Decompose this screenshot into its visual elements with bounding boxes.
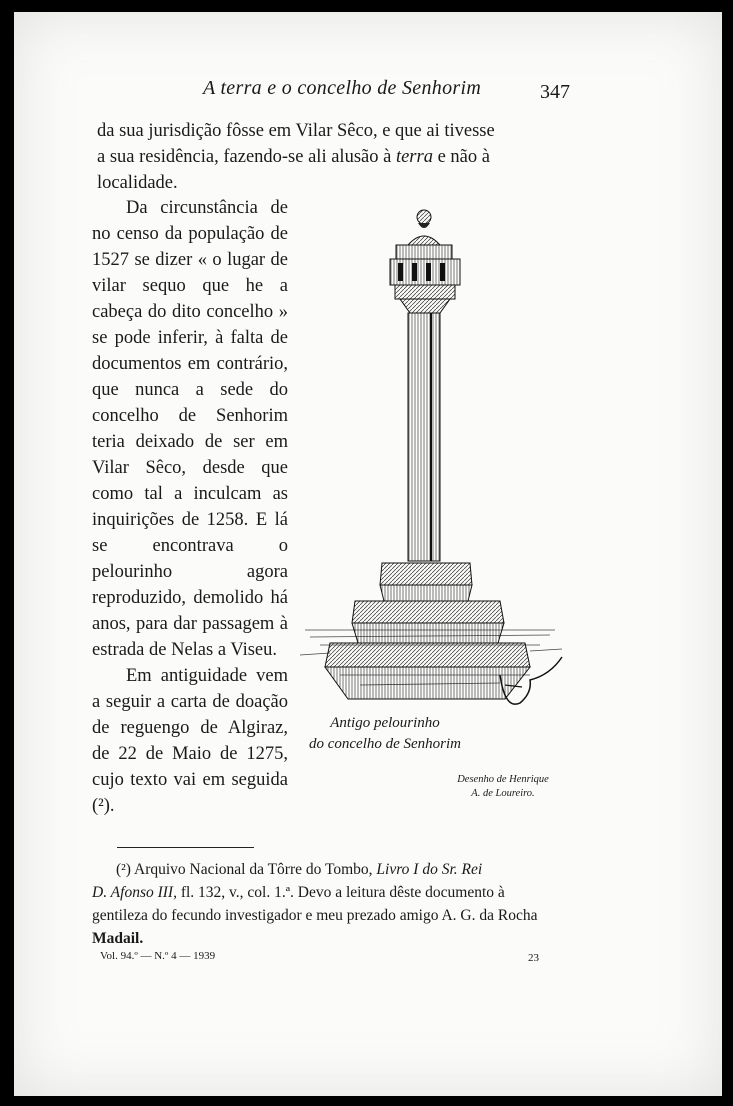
signature-mark: 23 bbox=[528, 952, 539, 964]
paragraph-charter: Em antiguidade vem a seguir a carta de doação de reguengo de Algiraz, de 22 de Maio de 1275, cujo texto vai em seguida (²). bbox=[92, 666, 288, 816]
figure-caption bbox=[300, 713, 470, 755]
opening-line-3: localidade. bbox=[97, 173, 178, 193]
page-number: 347 bbox=[540, 81, 570, 103]
pillory-illustration bbox=[300, 205, 570, 725]
opening-line-1: da sua jurisdição fôsse em Vilar Sêco, e que ai tivesse bbox=[97, 121, 495, 141]
running-title: A terra e o concelho de Senhorim bbox=[203, 77, 482, 99]
footnote-line-3: gentileza do fecundo investigador e meu prezado amigo A. G. da Rocha bbox=[92, 907, 538, 924]
footnote-line-2: D. Afonso III, fl. 132, v., col. 1.ª. Devo a leitura dêste documento à bbox=[92, 884, 505, 901]
column-text bbox=[92, 195, 288, 819]
caption-line-1: Antigo pelourinho bbox=[330, 715, 440, 731]
page-header bbox=[0, 75, 733, 105]
footnote-rule bbox=[117, 847, 254, 848]
illustration-signature: HLoureiro bbox=[300, 205, 305, 206]
footnote-line-1: (²) Arquivo Nacional da Tôrre do Tombo, Livro I do Sr. Rei bbox=[116, 861, 483, 878]
opening-line-2: a sua residência, fazendo-se ali alusão à terra e não à bbox=[97, 147, 490, 167]
opening-paragraph bbox=[97, 118, 570, 196]
footnote bbox=[92, 858, 562, 950]
credit-line-2: A. de Loureiro. bbox=[471, 788, 535, 799]
paragraph-census: Da circunstância de no censo da população de 1527 se dizer « o lugar de vilar sequo que he a cabeça do dito concelho » se pode inferir, à falta de documentos em contrário, que nunca a sede do concelho de Senhorim teria deixado de ser em Vilar Sêco, desde que como tal a inculcam as inquirições de 1258. E lá se encontrava o pelourinho agora reproduzido, demolido há anos, para dar passagem à estrada de Nelas a Viseu. bbox=[92, 198, 288, 660]
credit-line-1: Desenho de Henrique bbox=[457, 774, 549, 785]
volume-line: Vol. 94.º — N.º 4 — 1939 bbox=[100, 950, 216, 962]
footnote-line-4: Madail. bbox=[92, 930, 144, 947]
figure-credit bbox=[432, 773, 574, 801]
caption-line-2: do concelho de Senhorim bbox=[308, 736, 462, 752]
